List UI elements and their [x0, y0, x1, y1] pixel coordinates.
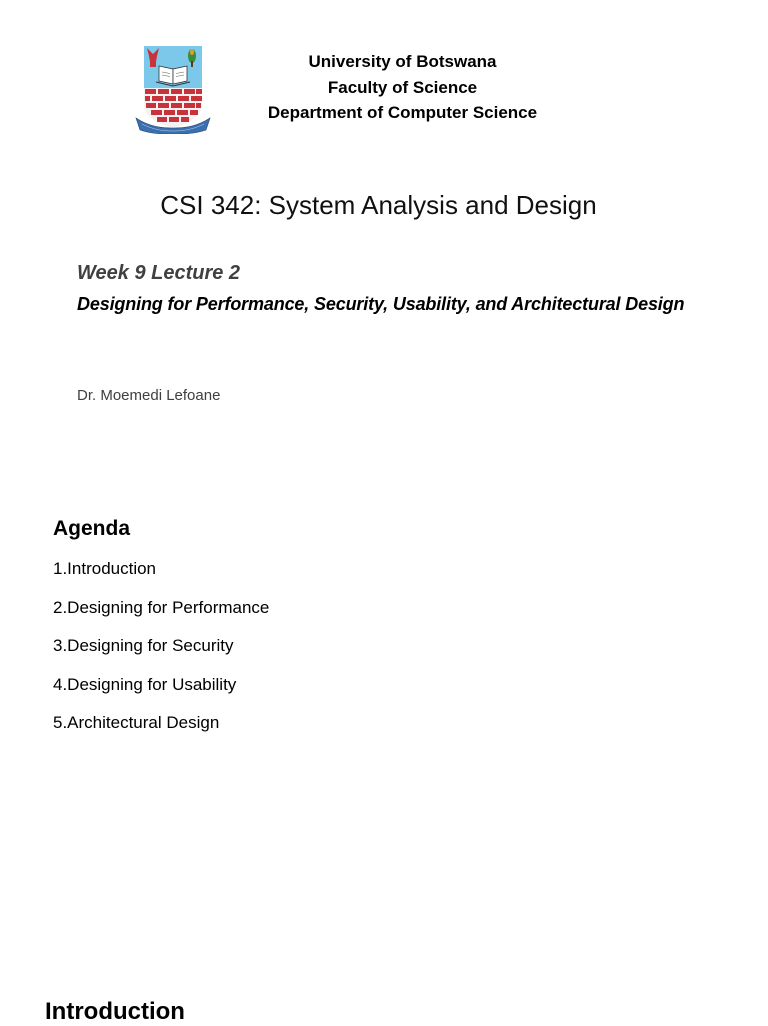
author-name: Dr. Moemedi Lefoane	[77, 387, 221, 404]
department-name: Department of Computer Science	[267, 103, 538, 122]
course-title: CSI 342: System Analysis and Design	[160, 190, 597, 220]
agenda-item: 1.Introduction	[53, 559, 157, 578]
faculty-name: Faculty of Science	[327, 78, 478, 97]
agenda-list	[53, 556, 269, 749]
agenda-item: 3.Designing for Security	[53, 636, 234, 655]
university-name: University of Botswana	[308, 52, 497, 71]
university-crest-icon	[134, 42, 212, 134]
introduction-heading: Introduction	[45, 998, 185, 1025]
lecture-week: Week 9 Lecture 2	[77, 262, 241, 284]
agenda-item: 4.Designing for Usability	[53, 674, 237, 694]
lecture-subtitle: Designing for Performance, Security, Usability, and Architectural Design	[77, 294, 685, 314]
agenda-item: 5.Architectural Design	[53, 713, 220, 732]
agenda-item: 2.Designing for Performance	[53, 597, 270, 617]
agenda-heading: Agenda	[53, 517, 131, 540]
